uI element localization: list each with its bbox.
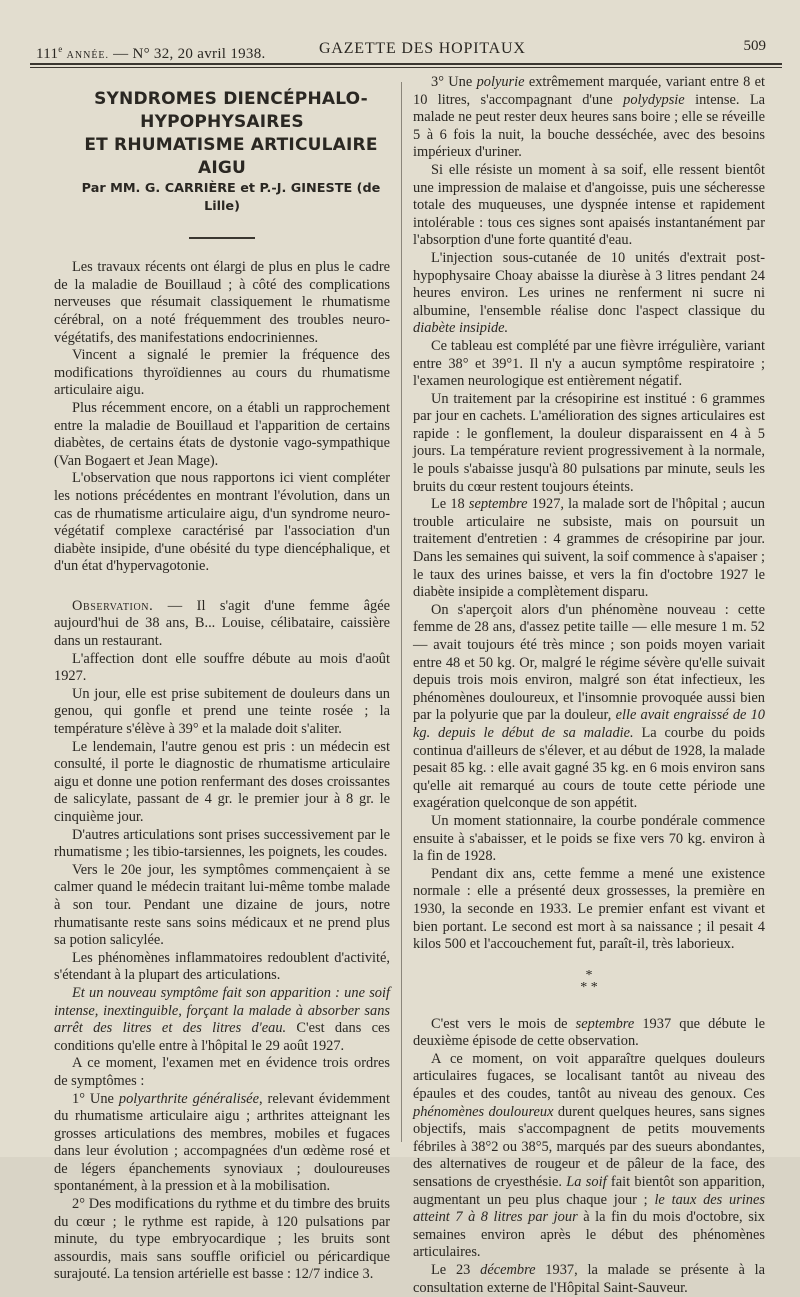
- text-run: 1927, la malade sort de l'hôpital ; aucun trouble articulaire ne subsiste, mais on poursuit un traitement d'entretien : 4 grammes de crésopirine par jour. Dans les semaines qui suivent, la soif commence à s'apaiser ; le taux des urines baisse, et vers la fin d'octobre 1927 le diabète insipide a complètement disparu.: [413, 496, 765, 601]
- paragraph: [413, 1262, 765, 1297]
- column-separator: [401, 82, 402, 1142]
- right-column: [413, 74, 765, 1297]
- section-gap: [54, 576, 390, 598]
- text-run: On s'aperçoit alors d'un phénomène nouveau : cette femme de 28 ans, d'assez petite taille — elle mesure 1 m. 52 — avait toujours été très mince ; son poids moyen variait entre 48 et 50 kg. Or, malgré le régime sévère qu'elle suivait depuis trois mois environ, malgré son état infectieux, les phénomènes douloureux, et l'insomnie provoquée aussi bien par la polyurie que par la douleur,: [413, 601, 765, 724]
- paragraph: Si elle résiste un moment à sa soif, elle ressent bientôt une impression de malaise et d'angoisse, puis une sécheresse totale des muqueuses, une dyspnée intense et rapidement intolérable : tous ces signes sont apaisés instantanément par l'absorption d'une forte quantité d'eau.: [413, 161, 765, 249]
- issue-info: [36, 44, 266, 63]
- emphasis: phénomènes douloureux: [413, 1103, 554, 1120]
- text-run: 3° Une: [431, 74, 477, 90]
- journal-title: GAZETTE DES HOPITAUX: [319, 40, 526, 57]
- emphasis: le taux des urines atteint 7 à 8 litres par jour: [413, 1191, 765, 1226]
- emphasis: polyarthrite généralisée: [118, 1090, 259, 1107]
- paragraph: Les travaux récents ont élargi de plus en plus le cadre de la maladie de Bouillaud ; à côté des complications nerveuses que résumait classiquement le rhumatisme cérébral, on a noté fréquemment des troubles neuro-végétatifs, des manifestations endocriniennes.: [54, 259, 390, 346]
- paragraph: [413, 250, 765, 338]
- paragraph: Vincent a signalé le premier la fréquence des modifications thyroïdiennes au cours du rhumatisme articulaire aigu.: [54, 347, 390, 399]
- paragraph: [54, 985, 390, 1055]
- text-run: , relevant évidemment du rhumatisme articulaire aigu ; arthrites atteignant les grosses articulations des membres, mobiles et fugaces dans leur évolution ; accompagnées d'un œdème rosé et de légers épanchements synoviaux ; douloureuses spontanément, à la pression et à la mobilisation.: [54, 1090, 391, 1195]
- left-column: [54, 88, 390, 1284]
- paragraph: 2° Des modifications du rythme et du timbre des bruits du cœur ; le rythme est rapide, à 120 pulsations par minute, du type embryocardique ; les bruits sont assourdis, mais sans souffle orificiel ou péricardique surajouté. La tension artérielle est basse : 12/7 indice 3.: [54, 1196, 390, 1283]
- article-title-line-1: SYNDROMES DIENCÉPHALO-HYPOPHYSAIRES: [94, 89, 368, 132]
- text-run: fait bientôt son apparition, augmentant un peu plus chaque jour ;: [413, 1174, 765, 1208]
- text-run: C'est dans ces conditions qu'elle entre à l'hôpital le 29 août 1927.: [54, 1020, 390, 1054]
- paragraph: [413, 74, 765, 162]
- observation-label: Observation.: [72, 597, 154, 614]
- paragraph: [54, 1091, 390, 1197]
- emphasis: septembre: [575, 1015, 635, 1032]
- emphasis: polyurie: [476, 74, 525, 90]
- text-run: L'injection sous-cutanée de 10 unités d'extrait post-hypophysaire Choay abaisse la diurèse à 3 litres pendant 24 heures environ. Les urines ne renferment ni sucre ni albumine, l'ensemble réalise donc l'aspect classique du: [413, 249, 765, 319]
- title-divider: [189, 237, 255, 239]
- text-run: 1937 que débute le deuxième épisode de cette observation.: [413, 1015, 765, 1050]
- paragraph: [413, 602, 765, 813]
- volume-word: ANNÉE.: [66, 50, 110, 61]
- text-run: extrêmement marquée, variant entre 8 et 10 litres, s'accompagnant d'une: [413, 74, 765, 108]
- paragraph: [413, 496, 765, 602]
- header-rule-thick: [30, 63, 782, 65]
- emphasis: La soif: [566, 1174, 607, 1191]
- paragraph: D'autres articulations sont prises successivement par le rhumatisme ; les tibio-tarsiennes, les poignets, les coudes.: [54, 826, 390, 861]
- paragraph: Le lendemain, l'autre genou est pris : un médecin est consulté, il porte le diagnostic de rhumatisme articulaire aigu et donne une potion renfermant des doses croissantes de salicylate, passant de 4 gr. le premier jour à 8 gr. le cinquième jour.: [54, 738, 390, 825]
- emphasis: elle avait engraissé de 10 kg. depuis le début de sa maladie.: [413, 707, 765, 741]
- emphasis: Et un nouveau symptôme fait son apparition : une soif intense, inextinguible, forçant la malade à absorber sans arrêt des litres et des litres d'eau.: [54, 984, 390, 1037]
- asterism-bottom: * *: [580, 979, 598, 995]
- issue-date: — N° 32, 20 avril 1938.: [109, 46, 266, 62]
- observation-text: — Il s'agit d'une femme âgée aujourd'hui de 38 ans, B... Louise, célibataire, caissière dans un restaurant.: [54, 597, 390, 650]
- paragraph: Un jour, elle est prise subitement de douleurs dans un genou, qui gonfle et prend une teinte rosée ; la température s'élève à 39° et la malade doit s'aliter.: [54, 685, 390, 738]
- paragraph: L'affection dont elle souffre débute au mois d'août 1927.: [54, 650, 390, 685]
- paragraph: A ce moment, l'examen met en évidence trois ordres de symptômes :: [54, 1055, 390, 1089]
- paragraph: [413, 1016, 765, 1051]
- volume-suffix: e: [58, 44, 63, 54]
- text-run: A ce moment, on voit apparaître quelques douleurs articulaires fugaces, se localisant tantôt au niveau des épaules et des coudes, tantôt au niveau des genoux. Ces: [413, 1050, 765, 1103]
- text-run: à la fin du mois d'octobre, six semaines environ après le début des phénomènes articulaires.: [413, 1209, 765, 1261]
- paragraph: Ce tableau est complété par une fièvre irrégulière, variant entre 38° et 39°1. Il n'y a aucun symptôme respiratoire ; l'examen neurologique est entièrement négatif.: [413, 337, 765, 390]
- article-title-line-2: ET RHUMATISME ARTICULAIRE AIGU: [84, 135, 378, 178]
- text-run: Le 23: [431, 1262, 481, 1278]
- article-authors: Par MM. G. CARRIÈRE et P.-J. GINESTE (de Lille): [81, 181, 381, 214]
- paragraph: [413, 1051, 765, 1262]
- paragraph: Les phénomènes inflammatoires redoublent d'activité, s'étendant à la plupart des articulations.: [54, 949, 390, 984]
- emphasis: septembre: [468, 496, 528, 513]
- emphasis: polydypsie: [623, 91, 685, 108]
- text-run: intense. La malade ne peut rester deux heures sans boire ; elle se réveille 5 à 6 fois la nuit, la bouche desséchée, avec des besoins impérieux d'uriner.: [413, 91, 765, 161]
- paragraph: Plus récemment encore, on a établi un rapprochement entre la maladie de Bouillaud et l'apparition de certains diabètes, de certains états de dystonie vago-sympathique (Van Bogaert et Jean Mage).: [54, 399, 390, 469]
- observation-paragraph: [54, 598, 390, 651]
- paragraph: L'observation que nous rapportons ici vient compléter les notions précédentes en montrant l'évolution, dans un cas de rhumatisme articulaire aigu, d'un syndrome neuro-végétatif complexe caractérisé par l'association d'un diabète insipide, d'une obésité du type diencéphalique, et d'un état d'hypervagotonie.: [54, 470, 390, 575]
- text-run: 1937, la malade se présente à la consultation externe de l'Hôpital Saint-Sauveur.: [413, 1262, 765, 1296]
- header-rule-thin: [30, 67, 782, 68]
- emphasis: diabète insipide.: [413, 320, 509, 337]
- emphasis: décembre: [480, 1262, 536, 1278]
- text-run: 1° Une: [72, 1090, 119, 1107]
- volume-number: 111: [36, 46, 59, 62]
- section-break-asterism: [413, 967, 765, 995]
- paragraph: Un traitement par la crésopirine est institué : 6 grammes par jour en cachets. L'amélioration des signes articulaires est rapide : le gonflement, la douleur disparaissent en 4 à 5 jours. La température revient progressivement à la normale, le pouls s'abaisse jusqu'à 80 pulsations par minute, seuls les bruits du cœur restent toujours éteints.: [413, 390, 765, 495]
- text-run: C'est vers le mois de: [431, 1015, 576, 1032]
- text-run: Le 18: [431, 496, 469, 513]
- paragraph: Un moment stationnaire, la courbe pondérale commence ensuite à s'abaisser, et le poids se fixe vers 70 kg. environ à la fin de 1928.: [413, 812, 765, 865]
- page-number: 509: [743, 38, 766, 54]
- paragraph: Pendant dix ans, cette femme a mené une existence normale : elle a présenté deux grossesses, la première en 1930, la seconde en 1933. Le premier enfant est vivant et bien portant. Le second est mort à sa naissance ; il pesait 4 kilos 500 et l'accouchement fut, paraît-il, très laborieux.: [413, 865, 765, 953]
- paragraph: Vers le 20e jour, les symptômes commençaient à se calmer quand le médecin traitant lui-même tombe malade à son tour. Pendant une dizaine de jours, notre rhumatisante reste sans soins médicaux et ne prend plus sa potion salicylée.: [54, 861, 390, 949]
- asterism-top: *: [585, 967, 593, 983]
- text-run: durent quelques heures, sans signes objectifs, mais s'accompagnent de petits mouvements fébriles à 38°2 ou 38°5, marqués par des sueurs abondantes, des alternatives de rougeur et de pâleur de la face, des sensations de cryesthésie.: [413, 1103, 765, 1191]
- running-header: [36, 38, 766, 64]
- text-run: La courbe du poids continua d'ailleurs de s'élever, et au début de 1928, la malade pesait 85 kg. : elle avait gagné 35 kg. en 6 mois environ sans qu'elle ait remarqué au cours de toute cette période une exagération quelconque de son appétit.: [413, 724, 765, 812]
